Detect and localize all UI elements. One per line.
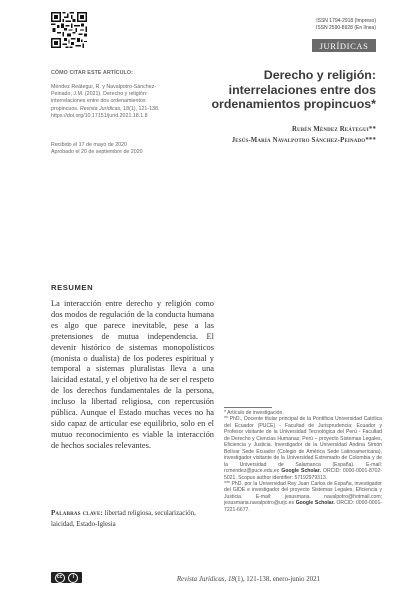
citation-heading: CÓMO CITAR ESTE ARTÍCULO: [51, 70, 133, 76]
footer-rest: (1), 121-138, enero-junio 2021 [234, 576, 320, 583]
footnote-2-orcid: ORCID: 0000-0001-8702-5021. Scopus author identifier: 57192979313. [224, 468, 382, 481]
footnote-2-scholar: Google Scholar. [281, 468, 321, 475]
footnote-3-orcid: ORCID: 0000-0001-7221-6677. [224, 500, 382, 513]
abstract-heading: RESUMEN [51, 283, 94, 292]
footnote-2-text: ** PhD., Docente titular principal de la Pontificia Universidad Católica del Ecuador (PUCE) - Facultad de Jurisprudencia; Ecuador y Profesor visitante de la Universidad Tecnológica del Perú - Facultad de Derecho y Ciencias Humanas; Perú – proyecto Sistemas Legales, Eficiencia y Justicia. Investigador de la Universidad Andina Simón Bolívar Sede Ecuador (Colegio de América Sede Latinoamericana), investigador visitante de la Universidad Extremado de Colombia y de la Universidad de Salamanca (España). E-mail: rcmendez@puce.edu.ec [224, 416, 382, 475]
citation-journal: Revista Jurídicas, [79, 105, 122, 112]
citation-text-pre: Méndez Reátegui, R. y Navalpotro-Sánchez-Peinado, J.M. (2021). Derecho y religión: interrelaciones entre dos ordenamientos propincuos. [51, 84, 157, 112]
footnote-3-text: *** PhD. por la Universidad Rey Juan Carlos de España, investigador del GIDE e investigador del proyecto Sistemas Legales, Eficiencia y Justicia. E-mail: jesusmaria. navalpotro@hotmail.com; jesusmaria.navalpotro@urjc.es [224, 480, 382, 507]
citation-text-post: 18(1), 121-138. https://doi.org/10.17151/jurid.2021.18.1.8 [51, 105, 160, 119]
cc-icon: cc [55, 573, 65, 583]
footnote-3 [224, 481, 382, 513]
issn-print: ISSN 1794-2918 (Impreso) [316, 18, 376, 24]
issn-online: ISSN 2590-8928 (En línea) [315, 25, 376, 31]
approved-date: Aprobado el 20 de septiembre de 2020 [51, 149, 143, 156]
footnotes [224, 410, 382, 513]
issn-block [316, 18, 376, 32]
footnote-1: * Artículo de investigación. [224, 410, 284, 416]
footnote-3-scholar: Google Scholar. [295, 500, 335, 507]
authors-block [136, 124, 376, 146]
article-title: Derecho y religión: interrelaciones entre dos ordenamientos propincuos* [211, 68, 376, 111]
footnote-2 [224, 416, 382, 481]
abstract-text: La interacción entre derecho y religión como dos modos de regulación de la conducta humana es algo que parece inevitable, pese a las pretensiones de mutua independencia. El devenir histórico de sistemas monopolísticos (monista o dualista) de los poderes espiritual y temporal a sistemas pluralistas lleva a una laicidad estatal, y el objetivo ha de ser el respeto de los derechos fundamentales de la persona, incluso la libertad religiosa, con repercusión pública. Aunque el Estado muchas veces no ha sido capaz de articular ese equilibrio, solo en el mutuo reconocimiento es viable la interacción de hechos sociales relevantes. [51, 299, 214, 450]
keywords-label: Palabras clave: [51, 510, 103, 517]
attribution-icon: i [68, 573, 78, 583]
author-2: Jesús-María Navalpotro Sánchez-Peinado*** [231, 137, 376, 144]
footer-journal: Revista Jurídicas, [176, 576, 227, 583]
citation-text [51, 84, 163, 120]
keywords-block [51, 509, 214, 530]
footer-volume: 18 [227, 576, 235, 583]
author-1: Rubén Méndez Reátegui** [291, 126, 376, 133]
journal-section-tab: JURÍDICAS [312, 39, 376, 52]
creative-commons-badge [51, 572, 82, 583]
qr-code [51, 12, 87, 48]
footer-citation [177, 576, 320, 583]
received-date: Recibido el 17 de mayo de 2020 [51, 142, 127, 148]
keywords-text: libertad religiosa, secularización, laicidad, Estado-Iglesia [51, 510, 196, 528]
footnote-rule [224, 407, 272, 408]
